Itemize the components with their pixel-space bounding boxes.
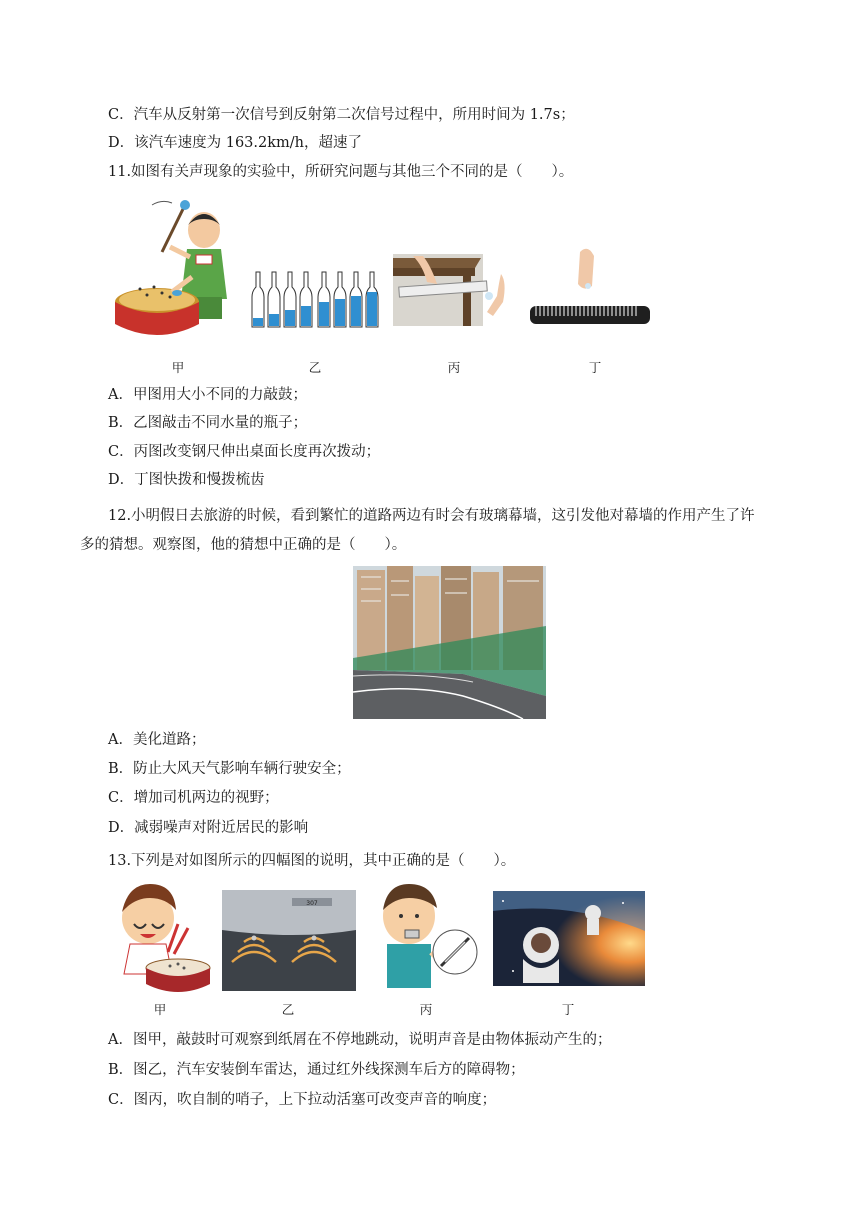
q12-option-c: C．增加司机两边的视野； [108, 790, 279, 806]
q12-option-d: D．减弱噪声对附近居民的影响 [108, 820, 309, 836]
q11-option-d: D．丁图快拨和慢拨梳齿 [108, 472, 265, 488]
q13-option-b: B．图乙，汽车安装倒车雷达，通过红外线探测车后方的障碍物； [108, 1062, 525, 1078]
q13-stem: 13.下列是对如图所示的四幅图的说明，其中正确的是（ ）。 [108, 853, 516, 869]
q13-figure-reverse-radar-car [222, 890, 356, 991]
q11-option-a: A．甲图用大小不同的力敲鼓； [108, 387, 307, 403]
q13-caption-ding: 丁 [561, 1002, 575, 1017]
q13-figure-astronauts-space [493, 891, 645, 986]
q12-option-a: A．美化道路； [108, 732, 206, 748]
q13-option-a: A．图甲，敲鼓时可观察到纸屑在不停地跳动，说明声音是由物体振动产生的； [108, 1032, 612, 1048]
q11-caption-jia: 甲 [171, 360, 185, 375]
q11-stem: 11.如图有关声现象的实验中，所研究问题与其他三个不同的是（ ）。 [108, 164, 574, 180]
q13-caption-bing: 丙 [419, 1002, 433, 1017]
q11-caption-ding: 丁 [588, 360, 602, 375]
q10-option-d: D．该汽车速度为 163.2km/h，超速了 [108, 135, 363, 151]
q11-figure-ruler-table [393, 254, 523, 326]
q11-figure-bottles [248, 270, 384, 328]
q12-photo-glass-wall-road [353, 566, 546, 719]
q11-figure-drum-boy [112, 197, 237, 347]
q13-caption-yi: 乙 [281, 1002, 295, 1017]
q13-figure-boy-whistle [373, 882, 481, 992]
q13-figure-cartoon-drum [108, 882, 214, 994]
q12-option-b: B．防止大风天气影响车辆行驶安全； [108, 761, 351, 777]
q11-caption-bing: 丙 [447, 360, 461, 375]
q12-stem-line1: 12.小明假日去旅游的时候，看到繁忙的道路两边有时会有玻璃幕墙，这引发他对幕墙的作用产生了许 [108, 508, 755, 524]
q11-caption-yi: 乙 [308, 360, 322, 375]
q11-option-c: C．丙图改变钢尺伸出桌面长度再次拨动； [108, 444, 381, 460]
q12-stem-line2: 多的猜想。观察图，他的猜想中正确的是（ ）。 [80, 537, 407, 553]
car-badge-text: 307 [306, 900, 318, 907]
q10-option-c: C．汽车从反射第一次信号到反射第二次信号过程中，所用时间为 1.7s； [108, 107, 575, 123]
q13-caption-jia: 甲 [153, 1002, 167, 1017]
q11-figure-comb [528, 246, 654, 326]
q11-option-b: B．乙图敲击不同水量的瓶子； [108, 415, 308, 431]
q13-option-c: C．图丙，吹自制的哨子，上下拉动活塞可改变声音的响度； [108, 1092, 497, 1108]
